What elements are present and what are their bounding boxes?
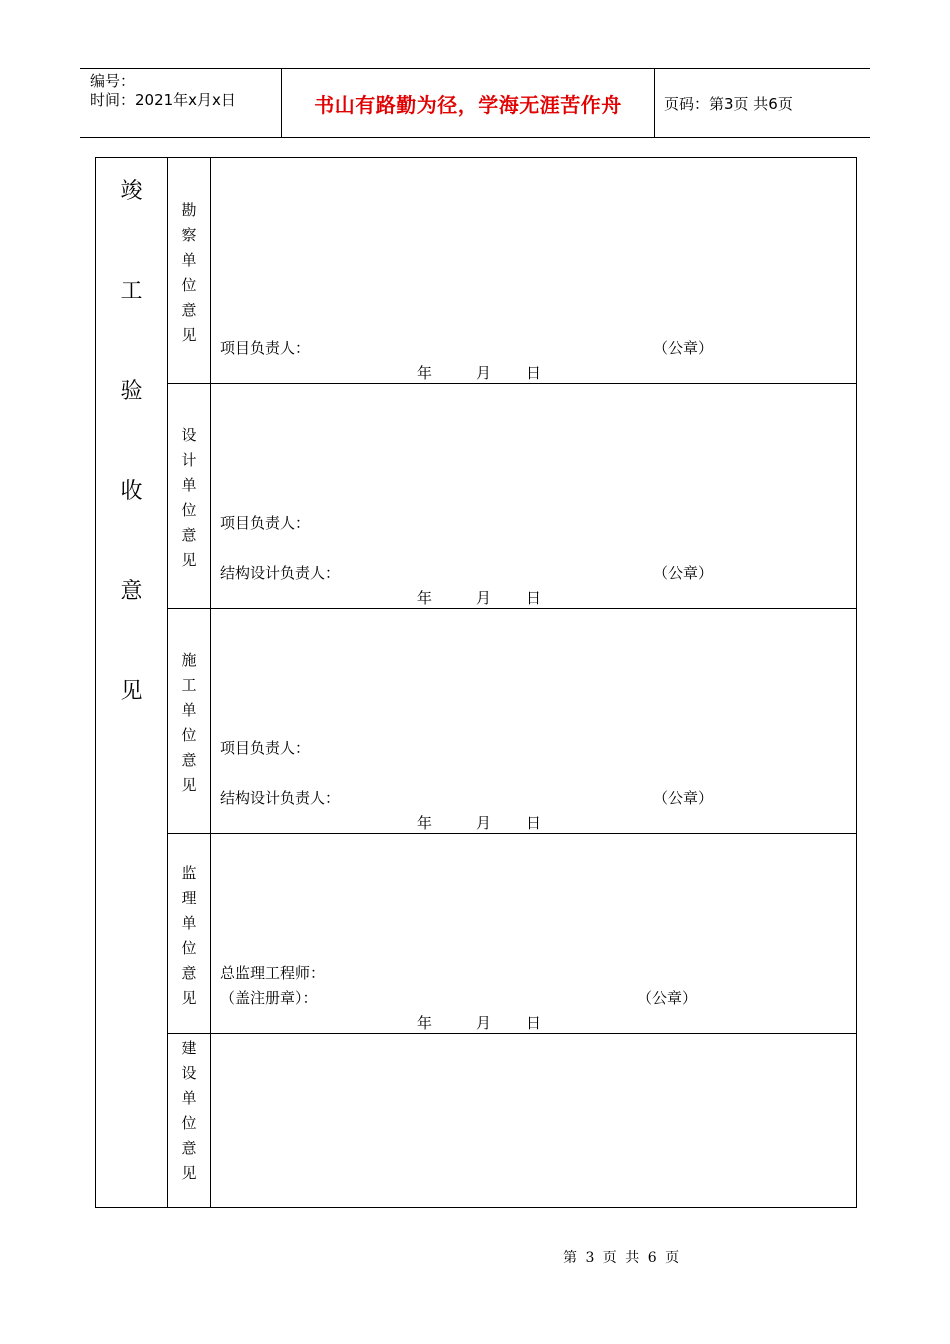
main-label-char: 工: [120, 279, 143, 304]
project-lead-label: 项目负责人：: [220, 514, 311, 532]
main-label-char: 收: [120, 479, 143, 504]
chief-seal-note: （盖注册章）：: [220, 989, 318, 1007]
date-year: 年: [417, 1014, 433, 1032]
main-label-char: 见: [120, 679, 143, 704]
main-label-char: 验: [120, 379, 143, 404]
row-divider: [167, 608, 856, 609]
main-label-char: 竣: [120, 179, 143, 204]
header-divider: [654, 69, 655, 137]
section-label-construction: 施 工 单 位 意 见: [181, 651, 197, 794]
acceptance-form: [95, 157, 857, 1208]
section-label-design: 设 计 单 位 意 见: [181, 426, 197, 569]
date-year: 年: [417, 364, 433, 382]
date-day: 日: [526, 589, 542, 607]
page-header: [80, 68, 870, 138]
seal-label: （公章）: [637, 989, 698, 1007]
section-label-owner: 建 设 单 位 意 见: [181, 1039, 197, 1182]
section-label-survey: 勘 察 单 位 意 见: [181, 201, 197, 344]
date-month: 月: [476, 589, 492, 607]
row-divider: [167, 1033, 856, 1034]
header-meta: [90, 72, 236, 110]
project-lead-label: 项目负责人：: [220, 339, 311, 357]
page-footer: 第 3 页 共 6 页: [563, 1250, 680, 1266]
date-day: 日: [526, 1014, 542, 1032]
chief-engineer-label: 总监理工程师：: [220, 964, 326, 982]
date-month: 月: [476, 1014, 492, 1032]
seal-label: （公章）: [653, 789, 714, 807]
struct-lead-label: 结构设计负责人：: [220, 564, 341, 582]
row-divider: [167, 383, 856, 384]
row-divider: [167, 833, 856, 834]
seal-label: （公章）: [653, 339, 714, 357]
struct-lead-label: 结构设计负责人：: [220, 789, 341, 807]
date-day: 日: [526, 364, 542, 382]
date-day: 日: [526, 814, 542, 832]
seal-label: （公章）: [653, 564, 714, 582]
project-lead-label: 项目负责人：: [220, 739, 311, 757]
date-month: 月: [476, 814, 492, 832]
motto: 书山有路勤为径，学海无涯苦作舟: [314, 92, 622, 117]
section-label-supervision: 监 理 单 位 意 见: [181, 864, 197, 1007]
number-label: 编号：: [90, 72, 136, 90]
date-year: 年: [417, 589, 433, 607]
time-label: 时间：2021年x月x日: [90, 91, 236, 109]
date-month: 月: [476, 364, 492, 382]
page-indicator: 页码：第3页 共6页: [664, 95, 793, 113]
date-year: 年: [417, 814, 433, 832]
main-label-char: 意: [120, 579, 143, 604]
column-divider: [210, 158, 211, 1207]
